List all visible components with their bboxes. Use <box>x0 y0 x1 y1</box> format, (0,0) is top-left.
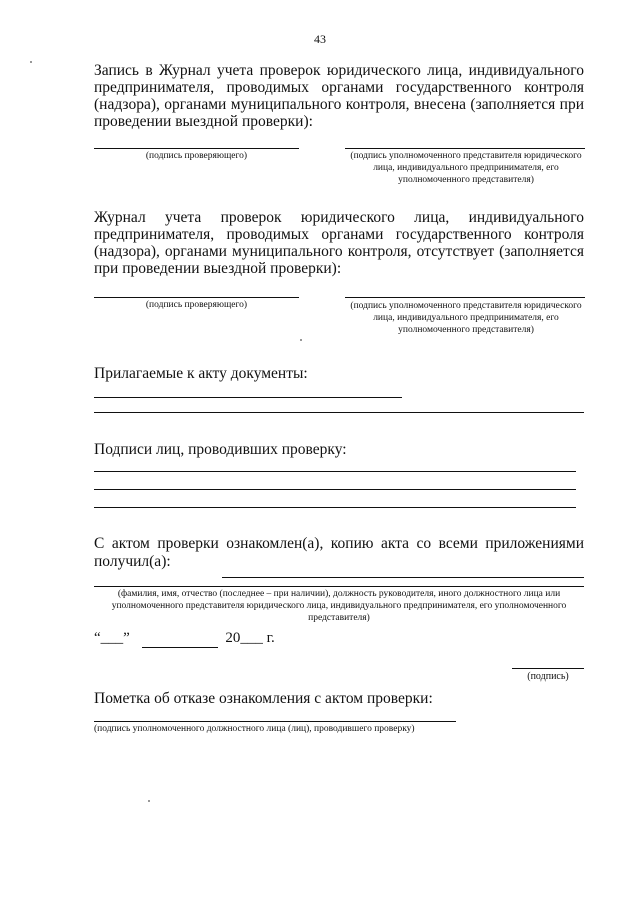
inspector-signature-line[interactable] <box>94 148 299 149</box>
refusal-heading: Пометка об отказе ознакомления с актом проверки: <box>94 690 433 707</box>
date-day[interactable]: “___” <box>94 630 130 646</box>
inspectors-signature-line-1[interactable] <box>94 471 576 472</box>
representative-signature-line[interactable] <box>345 148 585 149</box>
refusal-signature-line[interactable] <box>94 721 456 722</box>
inspector-signature-caption: (подпись проверяющего) <box>145 300 248 310</box>
attached-documents-heading: Прилагаемые к акту документы: <box>94 365 308 382</box>
refusal-caption: (подпись уполномоченного должностного лица (лиц), проводившего проверку) <box>94 724 415 734</box>
scan-speck <box>148 800 150 802</box>
inspectors-signature-line-3[interactable] <box>94 507 576 508</box>
inspector-signature-line[interactable] <box>94 297 299 298</box>
acknowledgement-text: С актом проверки ознакомлен(а), копию акта со всеми приложениями получил(а): <box>94 535 584 570</box>
journal-absent-text: Журнал учета проверок юридического лица, индивидуального предпринимателя, проводимых органами государственного контроля (надзора), органами муниципального контроля, отсутствует (заполняется при проведении выездной проверки): <box>94 209 584 277</box>
inspector-signature-caption: (подпись проверяющего) <box>145 151 248 161</box>
inspectors-signature-line-2[interactable] <box>94 489 576 490</box>
representative-signature-caption: (подпись уполномоченного представителя юридического лица, индивидуального предпринимателя, его уполномоченного представителя) <box>350 151 582 185</box>
attached-documents-line-1[interactable] <box>94 397 402 398</box>
acknowledgement-date <box>94 630 275 648</box>
scan-speck <box>300 339 302 341</box>
date-year[interactable]: 20___ г. <box>225 630 275 646</box>
acknowledgement-name-line-2[interactable] <box>94 586 584 587</box>
representative-signature-caption: (подпись уполномоченного представителя юридического лица, индивидуального предпринимателя, его уполномоченного представителя) <box>350 301 582 335</box>
acknowledgement-signature-line[interactable] <box>512 668 584 669</box>
acknowledgement-name-line[interactable] <box>222 577 584 578</box>
date-month-blank[interactable] <box>142 630 218 648</box>
inspectors-signatures-heading: Подписи лиц, проводивших проверку: <box>94 441 347 458</box>
attached-documents-line-2[interactable] <box>94 412 584 413</box>
page-number: 43 <box>314 32 326 46</box>
journal-entry-text: Запись в Журнал учета проверок юридического лица, индивидуального предпринимателя, проводимых органами государственного контроля (надзора), органами муниципального контроля, внесена (заполняется при проведении выездной проверки): <box>94 62 584 130</box>
scan-speck <box>30 61 32 63</box>
acknowledgement-signature-caption: (подпись) <box>527 671 569 682</box>
representative-signature-line[interactable] <box>345 297 585 298</box>
acknowledgement-caption: (фамилия, имя, отчество (последнее – при наличии), должность руководителя, иного должностного лица или уполномоченного представителя юридического лица, индивидуального предпринимателя, его уполномоченного представителя) <box>111 589 567 623</box>
